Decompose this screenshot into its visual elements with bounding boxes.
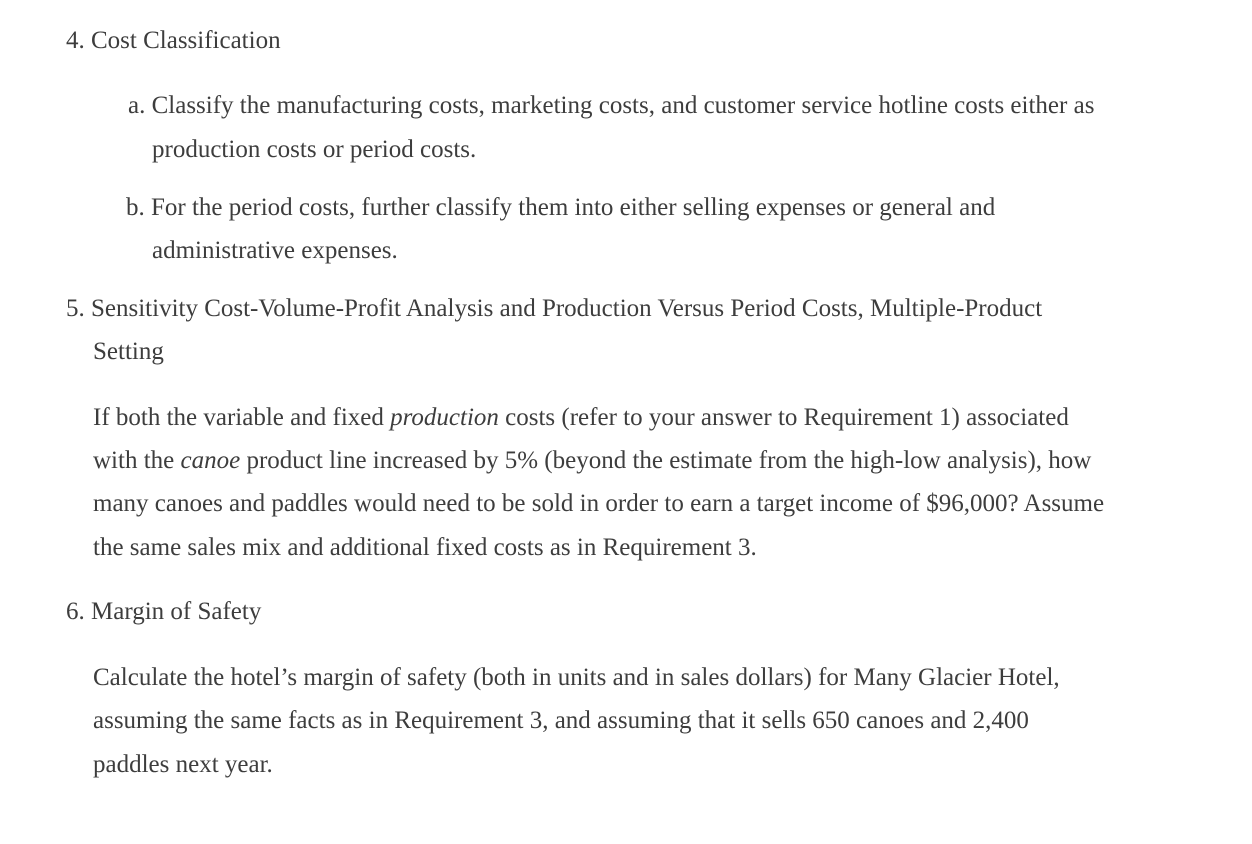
section-number: 5.: [66, 295, 85, 322]
item-label: a.: [128, 92, 146, 119]
item-a-line-1: [128, 91, 1094, 121]
section-5-heading-cont: Setting: [93, 338, 164, 365]
section-title: Cost Classification: [91, 27, 281, 54]
item-text: Classify the manufacturing costs, marketing costs, and customer service hotline costs either as: [151, 92, 1095, 119]
item-b-line-1: [126, 193, 995, 223]
section-title: Margin of Safety: [91, 598, 262, 625]
section-6-heading: [66, 597, 261, 627]
item-a-line-2: production costs or period costs.: [152, 136, 477, 163]
text-run: If both the variable and fixed: [93, 404, 391, 431]
section-5-body-line-4: the same sales mix and additional fixed costs as in Requirement 3.: [93, 534, 757, 561]
section-5-body-line-3: many canoes and paddles would need to be sold in order to earn a target income of $96,000? Assume: [93, 490, 1105, 517]
section-6-body-line-2: assuming the same facts as in Requirement 3, and assuming that it sells 650 canoes and 2,400: [93, 707, 1029, 734]
section-6-body-line-1: Calculate the hotel’s margin of safety (both in units and in sales dollars) for Many Glacier Hotel,: [93, 664, 1060, 691]
section-5-heading: [66, 294, 1042, 324]
item-label: b.: [126, 194, 145, 221]
section-6-body-line-3: paddles next year.: [93, 751, 273, 778]
section-4-heading: [66, 26, 281, 56]
item-b-line-2: administrative expenses.: [152, 237, 398, 264]
text-run: product line increased by 5% (beyond the estimate from the high-low analysis), how: [240, 447, 1092, 474]
item-text: For the period costs, further classify them into either selling expenses or general and: [151, 194, 996, 221]
section-number: 6.: [66, 598, 85, 625]
section-5-body-line-2: [93, 446, 1091, 476]
section-number: 4.: [66, 27, 85, 54]
section-5-body-line-1: [93, 403, 1069, 433]
section-title: Sensitivity Cost-Volume-Profit Analysis and Production Versus Period Costs, Multiple-Product: [91, 295, 1043, 322]
emphasis-text: canoe: [180, 447, 241, 474]
emphasis-text: production: [390, 404, 499, 431]
text-run: costs (refer to your answer to Requirement 1) associated: [498, 404, 1069, 431]
text-run: with the: [93, 447, 181, 474]
